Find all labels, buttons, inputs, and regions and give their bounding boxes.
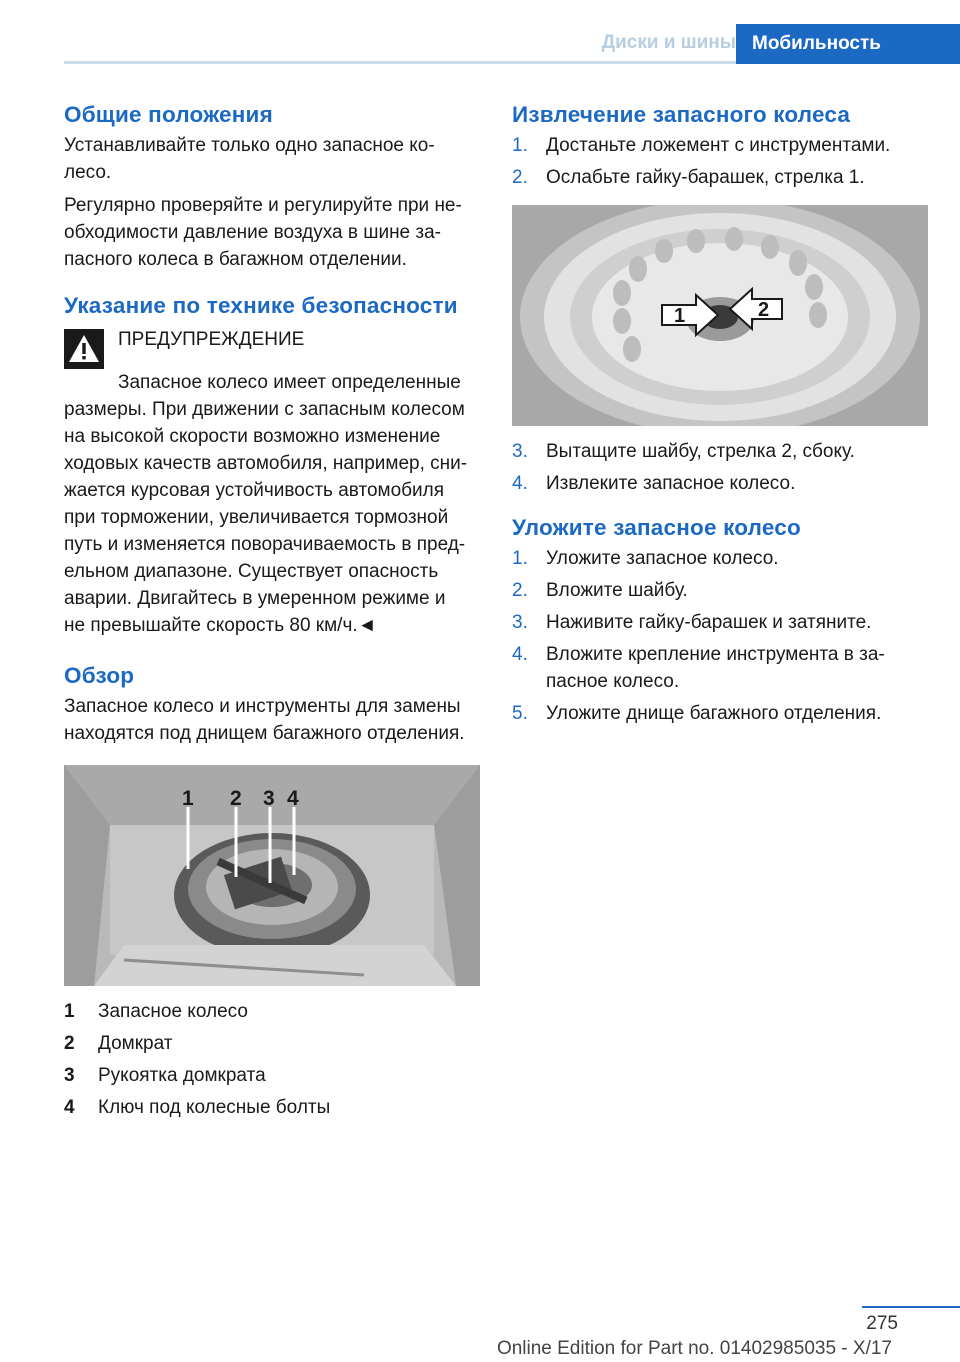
page-number: 275 xyxy=(866,1313,898,1334)
legend-item: 1 Запасное колесо xyxy=(64,1001,248,1022)
general-heading: Общие положения xyxy=(64,102,273,127)
removal-steps-b xyxy=(512,438,928,497)
step-item: 4. Вложите крепление инструмента в за- пасное колесо. xyxy=(512,644,885,692)
step-item: 5. Уложите днище багажного отделения. xyxy=(512,703,882,724)
callout-2: 2 xyxy=(230,787,242,810)
overview-text: Запасное колесо и инструменты для замены находятся под днищем багажного отделения. xyxy=(64,696,465,744)
legend-item: 2 Домкрат xyxy=(64,1033,173,1054)
step-item: 1. Уложите запасное колесо. xyxy=(512,548,779,569)
step-item: 3. Вытащите шайбу, стрелка 2, сбоку. xyxy=(512,441,855,462)
header-chapter-tab[interactable]: Мобильность xyxy=(736,24,960,64)
removal-steps-a xyxy=(512,132,928,191)
callout-arrow-2: 2 xyxy=(758,299,770,321)
step-item: 4. Извлеките запасное колесо. xyxy=(512,473,796,494)
legend-item: 3 Рукоятка домкрата xyxy=(64,1065,266,1086)
wheel-nut-illustration xyxy=(512,205,928,426)
legend-item: 4 Ключ под колесные болты xyxy=(64,1097,331,1118)
step-item: 1. Достаньте ложемент с инструментами. xyxy=(512,135,891,156)
stowing-steps xyxy=(512,545,928,727)
warning-text: Запасное колесо имеет определенные размеры. При движении с запасным колесом на высокой скорости возможно изменение ходовых качеств автомобиля, например, сни- жается курсовая устойчивость автомобиля при торможении, увеличивается тормозной путь и изменяется поворачиваемость в пред- ельном диапазоне. Существует опасность аварии. Двигайтесь в умеренном режиме и не превышайте скорость 80 км/ч.◄ xyxy=(64,372,468,636)
warning-triangle-icon xyxy=(64,329,104,369)
overview-heading: Обзор xyxy=(64,663,135,688)
general-para-2: Регулярно проверяйте и регулируйте при не- обходимости давление воздуха в шине за- пасного колеса в багажном отделении. xyxy=(64,195,462,270)
safety-heading: Указание по технике безопасности xyxy=(64,293,458,318)
step-item: 2. Вложите шайбу. xyxy=(512,580,688,601)
callout-1: 1 xyxy=(182,787,194,810)
callout-arrow-1: 1 xyxy=(674,305,686,327)
step-item: 3. Наживите гайку-барашек и затяните. xyxy=(512,612,872,633)
removal-heading: Извлечение запасного колеса xyxy=(512,102,851,127)
footer-rule xyxy=(862,1306,960,1308)
callout-4: 4 xyxy=(287,787,299,810)
header-section-tab[interactable]: Диски и шины xyxy=(601,32,736,53)
general-para-1: Устанавливайте только одно запасное ко- лесо. xyxy=(64,135,435,183)
callout-3: 3 xyxy=(263,787,275,810)
right-column xyxy=(512,100,928,732)
left-column xyxy=(64,100,480,1124)
warning-block xyxy=(64,325,480,369)
stowing-heading: Уложите запасное колесо xyxy=(512,515,801,540)
trunk-spare-wheel-illustration xyxy=(64,765,480,986)
step-item: 2. Ослабьте гайку-барашек, стрелка 1. xyxy=(512,167,865,188)
warning-label: ПРЕДУПРЕЖДЕНИЕ xyxy=(118,329,305,350)
overview-legend xyxy=(64,996,480,1124)
edition-note: Online Edition for Part no. 01402985035 - X/17 xyxy=(496,1338,892,1359)
